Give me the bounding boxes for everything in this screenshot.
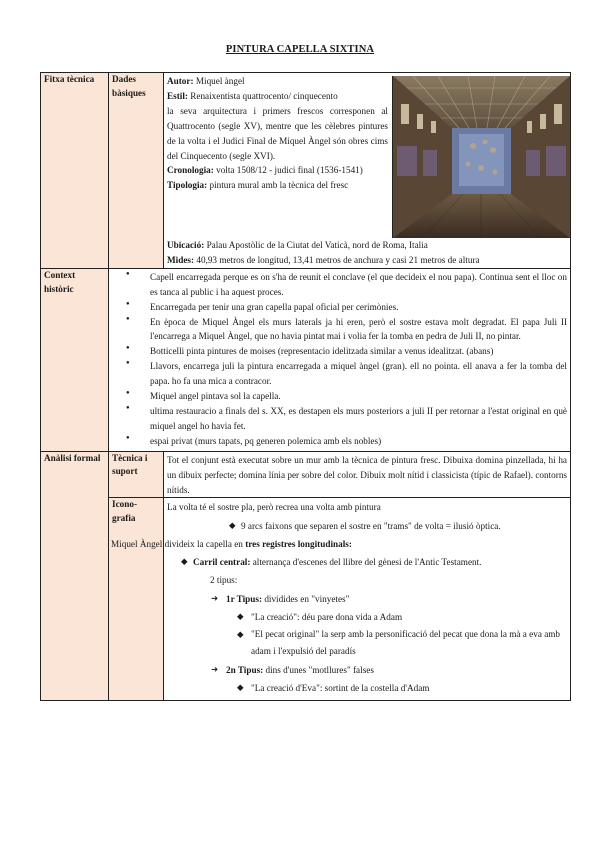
context-list bbox=[112, 270, 567, 449]
icono-line-1: La volta té el sostre pla, però recrea una volta amb pintura bbox=[167, 502, 381, 513]
cell-dades-basiques bbox=[164, 73, 571, 269]
tipus2-row bbox=[167, 661, 567, 679]
t1a-row bbox=[167, 608, 567, 626]
cronologia-value: volta 1508/12 - judici final (1536-1541) bbox=[216, 165, 363, 176]
tipus-count: 2 tipus: bbox=[210, 575, 238, 586]
estil-value: Renaixentista quattrocento/ cinquecento bbox=[190, 90, 338, 101]
ubicacio-key: Ubicació: bbox=[167, 240, 205, 250]
list-item: ● espai privat (murs tapats, pq generen polemica amb els nobles) bbox=[150, 434, 567, 449]
label-tecnica-suport: Tècnica i suport bbox=[109, 451, 164, 498]
diamond-bullet-icon: ◆ bbox=[181, 556, 188, 567]
tipus2-key: 2n Tipus: bbox=[226, 664, 264, 675]
icono-line-3b: tres registres longitudinals: bbox=[245, 538, 352, 549]
list-item: ● ultima restauracio a finals del s. XX, es destapen els murs posteriors a juli II per retornar a l'estat original en què miquel angel ho havia fet. bbox=[150, 404, 567, 434]
row-fitxa-tecnica bbox=[41, 73, 571, 269]
tipus2-value: dins d'unes "motllures" falses bbox=[263, 664, 374, 675]
icono-line-2: 9 arcs faixons que separen el sostre en "trams" de volta = ilusió òptica. bbox=[241, 520, 501, 531]
row-analisi-iconografia bbox=[41, 498, 571, 701]
list-item: ● En època de Miquel Àngel els murs laterals ja hi eren, però el sostre estava molt degradat. El papa Juli II l'encarrega a Miquel Àngel, que no havia pintat mai i volia fer la tomba en pedra de Juli II, no pintar. bbox=[150, 315, 567, 345]
t1a-text: "La creació": déu pare dona vida a Adam bbox=[251, 611, 403, 622]
page-title: PINTURA CAPELLA SIXTINA bbox=[225, 44, 375, 55]
autor-value: Miquel àngel bbox=[195, 76, 245, 86]
list-item: ● Llavors, encarrega juli la pintura encarregada a miquel àngel (gran). ell no pointa. ell anava a fer la tomba del papa. ho fa una mica a contracor. bbox=[150, 359, 567, 389]
tipus1-row bbox=[167, 590, 567, 608]
tipologia-value: pintura mural amb la tècnica del fresc bbox=[209, 180, 349, 191]
row-analisi-tecnica bbox=[41, 451, 571, 498]
t1b-text: "El pecat original" la serp amb la personificació del pecat que dona la mà a eva amb adam i l'expulsió del paradís bbox=[251, 628, 561, 657]
diamond-bullet-icon: ◆ bbox=[237, 610, 244, 621]
tipologia-key: Tipologia: bbox=[167, 180, 208, 191]
arrow-right-icon: ➜ bbox=[211, 663, 219, 674]
carril-key: Carril central: bbox=[193, 557, 251, 568]
list-item: ● Botticelli pinta pintures de moises (representacio idelitzada similar a venus idealitzat. (abans) bbox=[150, 344, 567, 359]
cell-context bbox=[109, 268, 571, 451]
diamond-bullet-icon: ◆ bbox=[237, 682, 244, 693]
icono-line-2-row bbox=[167, 517, 567, 535]
carril-row bbox=[163, 553, 567, 571]
sistine-chapel-photo bbox=[392, 76, 570, 238]
t1b-row bbox=[167, 626, 567, 661]
tipus1-key: 1r Tipus: bbox=[226, 593, 263, 604]
label-iconografia: Icono-grafia bbox=[109, 498, 164, 701]
autor-key: Autor: bbox=[167, 76, 194, 86]
diamond-bullet-icon: ◆ bbox=[229, 519, 236, 530]
mides-key: Mides: bbox=[167, 254, 195, 265]
tipus1-value: dividides en "vinyetes" bbox=[262, 593, 350, 604]
tecnica-text: Tot el conjunt està executat sobre un mur amb la tècnica de pintura fresc. Dibuixa domina pinzellada, hi ha un dibuix perfecte; domina línia per sobre del color. Dibuix molt nítid i classicista (típic de Rafael). contorns nítids. bbox=[164, 451, 571, 498]
cronologia-key: Cronologia: bbox=[167, 165, 214, 176]
label-fitxa-tecnica: Fitxa tècnica bbox=[41, 73, 109, 269]
t2a-text: "La creació d'Eva": sortint de la costella d'Adam bbox=[251, 683, 430, 694]
carril-value: alternança d'escenes del llibre del gènesi de l'Antic Testament. bbox=[250, 557, 482, 568]
label-analisi-formal: Anàlisi formal bbox=[41, 451, 109, 701]
estil-text: la seva arquitectura i primers frescos corresponen al Quattrocento (segle XV), mentre que les cèlebres pintures de la volta i el Judici Final de Miquel Àngel són obres cims del Cinquecento (segle XVI). bbox=[167, 105, 388, 161]
list-item: ● Miquel angel pintava sol la capella. bbox=[150, 389, 567, 404]
label-context-historic: Context històric bbox=[41, 268, 109, 451]
diamond-bullet-icon: ◆ bbox=[237, 628, 244, 639]
row-context-historic bbox=[41, 268, 571, 451]
icono-line-3a: Miquel Àngel divideix la capella en bbox=[111, 538, 246, 549]
info-table bbox=[40, 72, 571, 701]
icono-line-3-row bbox=[111, 535, 567, 553]
list-item: ● Encarregada per tenir una gran capella papal oficial per cerimònies. bbox=[150, 300, 567, 315]
ubicacio-value: Palau Apostòlic de la Ciutat del Vaticà, nord de Roma, Italia bbox=[206, 240, 428, 250]
t2a-row bbox=[167, 679, 567, 697]
estil-key: Estil: bbox=[167, 90, 188, 101]
arrow-right-icon: ➜ bbox=[211, 592, 219, 603]
label-dades-basiques: Dades bàsiques bbox=[109, 73, 164, 269]
list-item: ● Capell encarregada perque es on s'ha de reunit el conclave (el que decideix el nou papa). Continua sent el lloc on es tanca al public i ha aquest proces. bbox=[150, 270, 567, 300]
mides-value: 40,93 metros de longitud, 13,41 metros de anchura y casi 21 metros de altura bbox=[196, 254, 480, 265]
